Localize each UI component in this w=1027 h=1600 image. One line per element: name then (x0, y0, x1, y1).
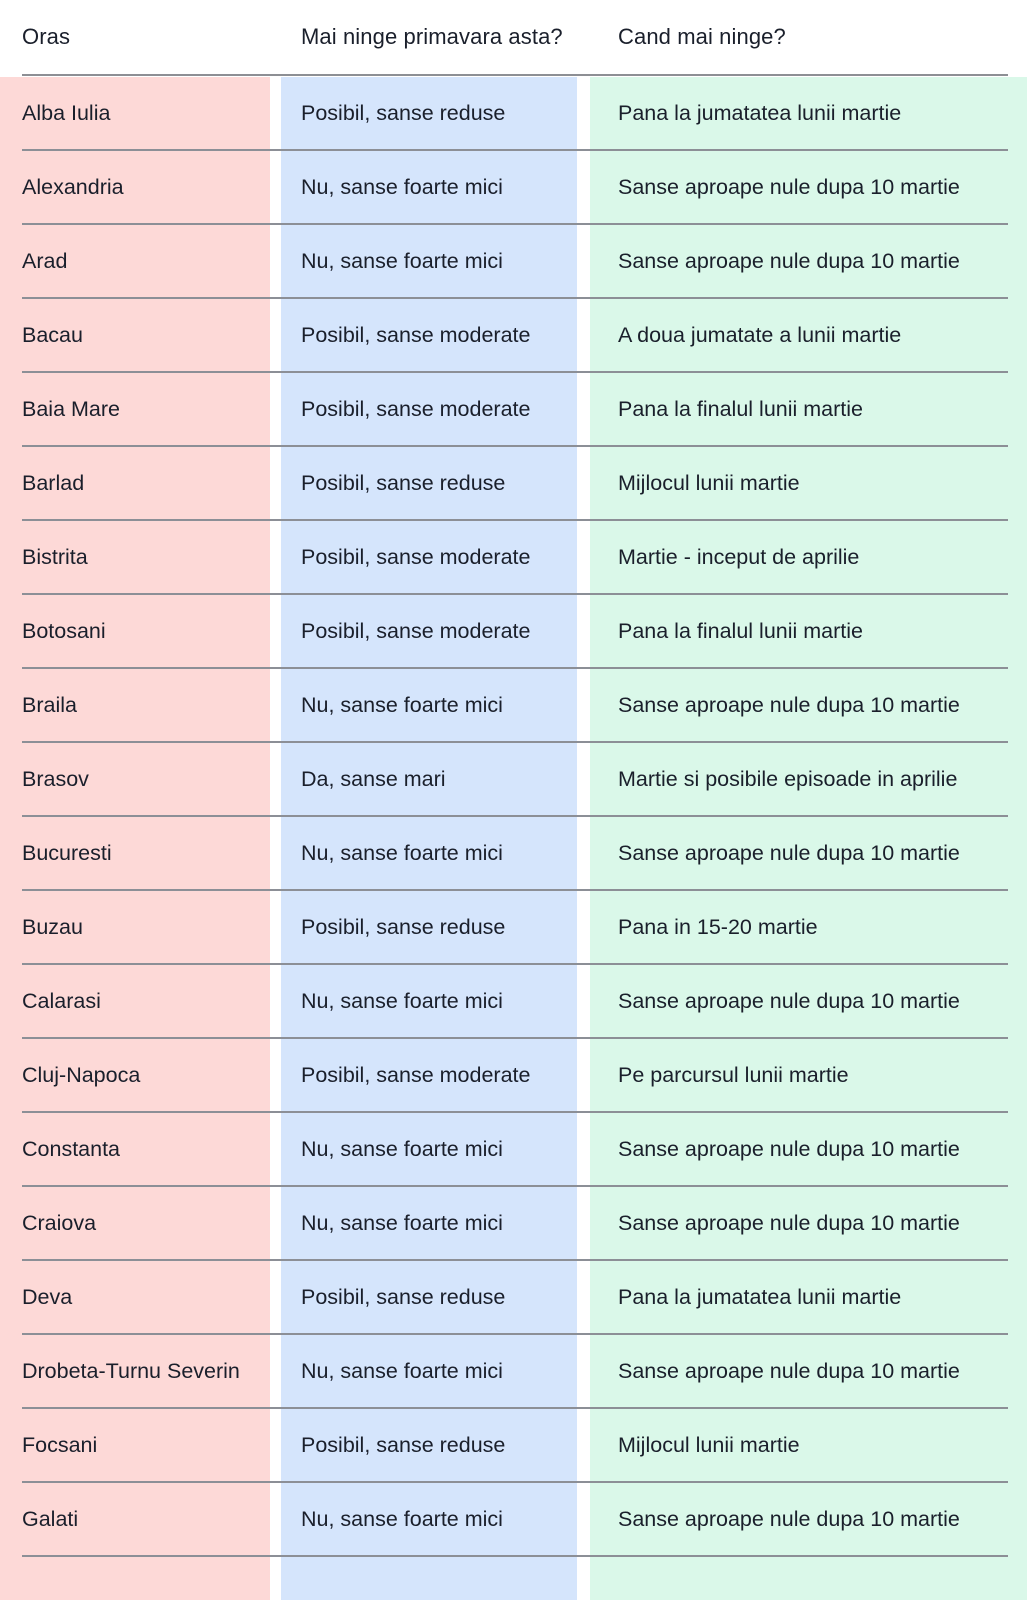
chance-cell: Posibil, sanse reduse (301, 101, 506, 125)
chance-cell: Posibil, sanse reduse (301, 1433, 506, 1457)
city-cell: Alba Iulia (22, 101, 111, 125)
city-cell: Buzau (22, 915, 83, 939)
chance-cell: Nu, sanse foarte mici (301, 1137, 503, 1161)
when-cell: Sanse aproape nule dupa 10 martie (618, 693, 960, 717)
city-cell: Calarasi (22, 989, 101, 1013)
chance-cell: Posibil, sanse moderate (301, 545, 531, 569)
table-row (22, 1039, 1008, 1113)
city-cell: Drobeta-Turnu Severin (22, 1359, 240, 1383)
chance-cell: Nu, sanse foarte mici (301, 1507, 503, 1531)
city-cell: Barlad (22, 471, 85, 495)
chance-cell: Posibil, sanse reduse (301, 1285, 506, 1309)
table-row (22, 447, 1008, 521)
when-cell: Sanse aproape nule dupa 10 martie (618, 175, 960, 199)
when-cell: Sanse aproape nule dupa 10 martie (618, 841, 960, 865)
chance-cell: Nu, sanse foarte mici (301, 1359, 503, 1383)
chance-cell: Posibil, sanse reduse (301, 915, 506, 939)
when-cell: Martie si posibile episoade in aprilie (618, 767, 958, 791)
table-header (0, 0, 1027, 77)
chance-cell: Posibil, sanse moderate (301, 397, 531, 421)
table-row (22, 1261, 1008, 1335)
city-cell: Baia Mare (22, 397, 120, 421)
chance-cell: Nu, sanse foarte mici (301, 1211, 503, 1235)
table-row (22, 595, 1008, 669)
chance-cell: Nu, sanse foarte mici (301, 175, 503, 199)
table-row (22, 373, 1008, 447)
when-cell: Sanse aproape nule dupa 10 martie (618, 1211, 960, 1235)
table-row (22, 151, 1008, 225)
when-cell: Sanse aproape nule dupa 10 martie (618, 249, 960, 273)
snow-forecast-table (0, 77, 1027, 1557)
city-cell: Galati (22, 1507, 79, 1531)
when-cell: Sanse aproape nule dupa 10 martie (618, 989, 960, 1013)
chance-cell: Posibil, sanse moderate (301, 323, 531, 347)
when-cell: Pana la jumatatea lunii martie (618, 101, 902, 125)
table-row (22, 891, 1008, 965)
table-row (22, 225, 1008, 299)
header-chance: Mai ninge primavara asta? (301, 24, 563, 49)
table-row (22, 965, 1008, 1039)
city-cell: Focsani (22, 1433, 98, 1457)
table-row (22, 817, 1008, 891)
city-cell: Cluj-Napoca (22, 1063, 141, 1087)
table-row (22, 1113, 1008, 1187)
city-cell: Bucuresti (22, 841, 112, 865)
when-cell: Pe parcursul lunii martie (618, 1063, 849, 1087)
when-cell: Sanse aproape nule dupa 10 martie (618, 1137, 960, 1161)
chance-cell: Posibil, sanse reduse (301, 471, 506, 495)
header-divider (22, 74, 1008, 76)
when-cell: Sanse aproape nule dupa 10 martie (618, 1359, 960, 1383)
city-cell: Bacau (22, 323, 83, 347)
when-cell: Pana in 15-20 martie (618, 915, 818, 939)
city-cell: Alexandria (22, 175, 124, 199)
when-cell: Pana la finalul lunii martie (618, 397, 863, 421)
when-cell: Mijlocul lunii martie (618, 1433, 800, 1457)
table-row (22, 299, 1008, 373)
when-cell: A doua jumatate a lunii martie (618, 323, 902, 347)
city-cell: Constanta (22, 1137, 121, 1161)
header-when: Cand mai ninge? (618, 24, 786, 49)
table-row (22, 1335, 1008, 1409)
city-cell: Brasov (22, 767, 89, 791)
when-cell: Mijlocul lunii martie (618, 471, 800, 495)
city-cell: Botosani (22, 619, 106, 643)
chance-cell: Nu, sanse foarte mici (301, 841, 503, 865)
when-cell: Pana la jumatatea lunii martie (618, 1285, 902, 1309)
city-cell: Arad (22, 249, 68, 273)
when-cell: Martie - inceput de aprilie (618, 545, 860, 569)
city-cell: Deva (22, 1285, 73, 1309)
when-cell: Pana la finalul lunii martie (618, 619, 863, 643)
chance-cell: Da, sanse mari (301, 767, 446, 791)
table-row (22, 1409, 1008, 1483)
city-cell: Craiova (22, 1211, 97, 1235)
chance-cell: Nu, sanse foarte mici (301, 249, 503, 273)
city-cell: Bistrita (22, 545, 88, 569)
city-cell: Braila (22, 693, 77, 717)
table-row (22, 77, 1008, 151)
chance-cell: Posibil, sanse moderate (301, 619, 531, 643)
table-row (22, 1187, 1008, 1261)
chance-cell: Nu, sanse foarte mici (301, 989, 503, 1013)
table-row (22, 743, 1008, 817)
when-cell: Sanse aproape nule dupa 10 martie (618, 1507, 960, 1531)
table-row (22, 669, 1008, 743)
table-row (22, 521, 1008, 595)
chance-cell: Posibil, sanse moderate (301, 1063, 531, 1087)
chance-cell: Nu, sanse foarte mici (301, 693, 503, 717)
header-city: Oras (22, 24, 71, 49)
table-row (22, 1483, 1008, 1557)
